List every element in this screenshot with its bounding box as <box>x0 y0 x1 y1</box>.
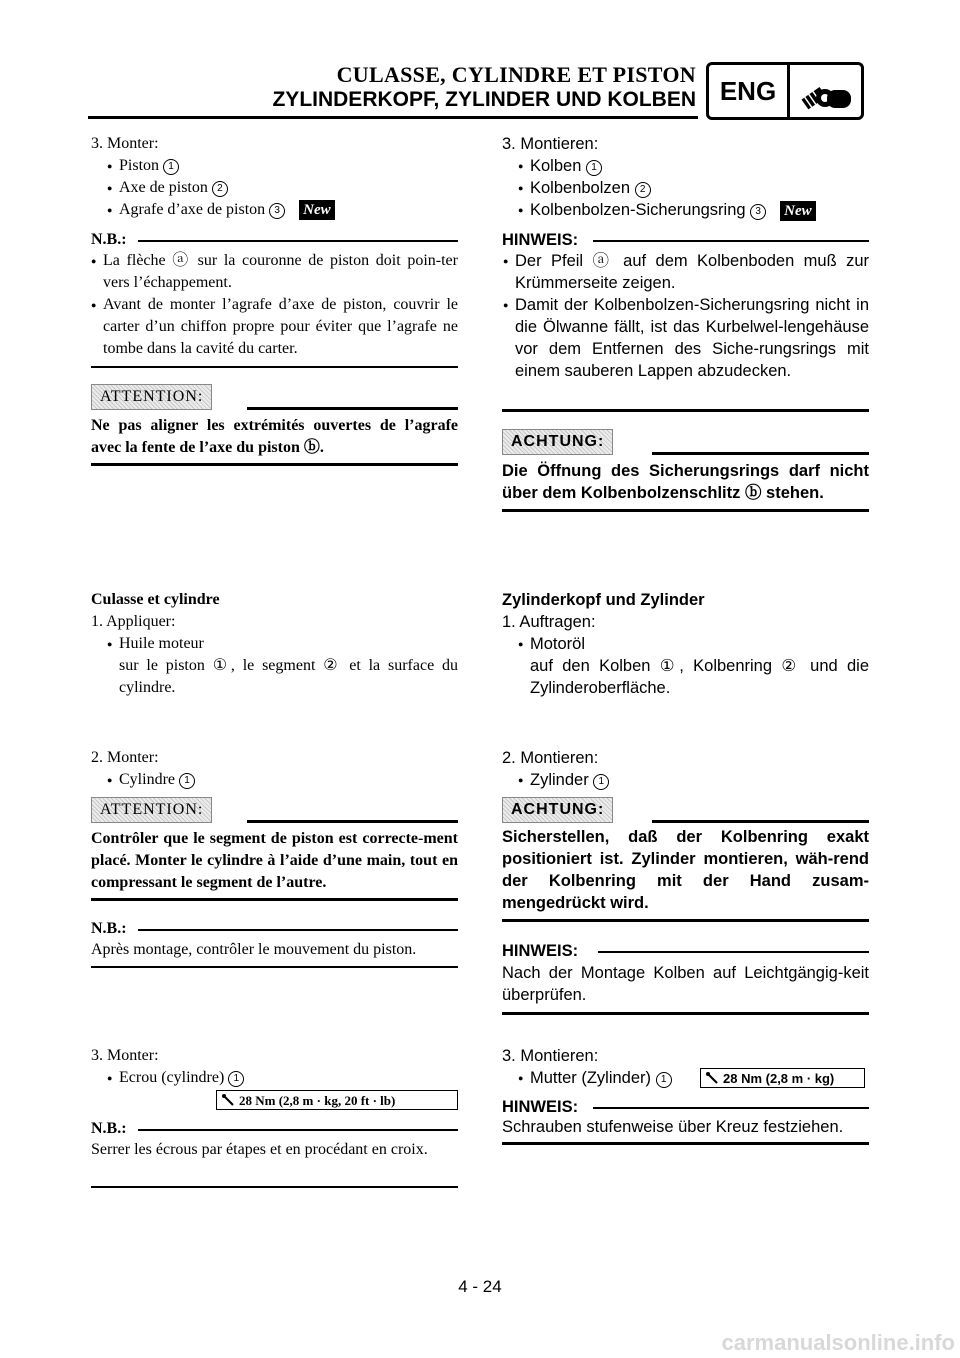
fr-att1-end-rule <box>91 463 458 466</box>
fr-att2-badge: ATTENTION: <box>91 797 212 823</box>
fr-nb1-bullet2: Avant de monter l’agrafe d’axe de piston, couvrir le carter d’un chiffon propre pour éviter que l’agrafe ne tombe dans la cavité du carter. <box>103 296 458 357</box>
de-torque-spec: 28 Nm (2,8 m · kg) <box>700 1068 865 1088</box>
de-nb2-end-rule <box>502 1012 869 1015</box>
fr-step1-title: 1. Appliquer: <box>91 613 176 630</box>
fr-nb2-head: N.B.: <box>91 920 127 937</box>
de-att1-badge: ACHTUNG: <box>502 429 613 455</box>
fr-section-title: Culasse et cylindre <box>91 591 220 608</box>
fr-step3b-item: Ecrou (cylindre) 1 <box>119 1067 244 1089</box>
de-nb1-bullet2: Damit der Kolbenbolzen-Sicherungsring nicht in die Ölwanne fällt, ist das Kurbelwel-lengehäuse vor dem Entfernen des Siche-rungsrings mit einem sauberen Lappen abzudecken. <box>515 296 869 380</box>
new-badge: New <box>780 201 816 221</box>
fr-att2-text: Contrôler que le segment de piston est correcte-ment placé. Monter le cylindre à l’aide d’une main, tout en compressant le segment de l’autre. <box>91 830 458 891</box>
fr-nb3-rule <box>138 1129 458 1131</box>
de-nb3-end-rule <box>502 1142 869 1145</box>
de-step3b-item: Mutter (Zylinder) 1 <box>530 1067 672 1089</box>
fr-nb2-rule <box>138 929 458 931</box>
fr-nb2-end-rule <box>91 966 458 968</box>
engine-parts-icon <box>790 65 861 117</box>
header-title-fr: CULASSE, CYLINDRE ET PISTON <box>336 62 696 87</box>
de-step1-item: Motoröl <box>530 635 586 653</box>
fr-step3a-item2: Axe de piston 2 <box>119 177 228 199</box>
fr-nb2-text: Après montage, contrôler le mouvement du piston. <box>91 941 417 958</box>
fr-torque-spec: 28 Nm (2,8 m · kg, 20 ft · lb) <box>216 1090 458 1110</box>
fr-nb1-end-rule <box>91 366 458 368</box>
de-att2-rule <box>652 820 869 823</box>
fr-nb1-bullet1: La flèche ⓐ sur la couronne de piston doit poin-ter vers l’échappement. <box>103 252 458 291</box>
watermark: carmanualsonline.info <box>721 1330 955 1355</box>
fr-step3b-title: 3. Monter: <box>91 1047 159 1064</box>
fr-step3a-title: 3. Monter: <box>91 135 159 152</box>
de-nb1-bullet1: Der Pfeil ⓐ auf dem Kolbenboden muß zur Krümmerseite zeigen. <box>515 252 869 292</box>
fr-att1-text: Ne pas aligner les extrémités ouvertes de l’agrafe avec la fente de l’axe du piston ⓑ. <box>91 417 458 456</box>
fr-step1-detail: sur le piston ①, le segment ② et la surface du cylindre. <box>119 657 458 696</box>
fr-att2-end-rule <box>91 898 458 901</box>
de-step2-item: Zylinder 1 <box>530 769 609 791</box>
fr-nb3-end-rule <box>91 1186 458 1188</box>
de-att2-badge: ACHTUNG: <box>502 797 613 823</box>
de-step3b-title: 3. Montieren: <box>502 1047 599 1065</box>
fr-nb3-text: Serrer les écrous par étapes et en procédant en croix. <box>91 1141 428 1158</box>
fr-step2-title: 2. Monter: <box>91 749 159 766</box>
torque-wrench-icon <box>701 1069 723 1087</box>
fr-step1-item: Huile moteur <box>119 635 204 652</box>
section-badge-label: ENG <box>709 65 790 117</box>
section-badge <box>706 62 864 120</box>
fr-step2-item: Cylindre 1 <box>119 769 195 791</box>
de-section-title: Zylinderkopf und Zylinder <box>502 591 705 609</box>
fr-step3a-item3: Agrafe d’axe de piston 3 New <box>119 199 335 221</box>
new-badge: New <box>299 200 335 220</box>
de-step3a-item2: Kolbenbolzen 2 <box>530 177 651 199</box>
header-title-de: ZYLINDERKOPF, ZYLINDER UND KOLBEN <box>272 88 696 111</box>
de-att2-end-rule <box>502 919 869 922</box>
fr-att1-badge: ATTENTION: <box>91 384 212 410</box>
de-att1-end-rule <box>502 509 869 512</box>
header-rule <box>88 116 698 119</box>
de-att2-text: Sicherstellen, daß der Kolbenring exakt positioniert ist. Zylinder montieren, wäh-rend der Kolbenring mit der Hand zusam-mengedrückt wird. <box>502 828 869 912</box>
de-step1-detail: auf den Kolben ①, Kolbenring ② und die Zylinderoberfläche. <box>530 657 869 697</box>
de-nb2-text: Nach der Montage Kolben auf Leichtgängig-keit überprüfen. <box>502 964 869 1004</box>
de-att1-text: Die Öffnung des Sicherungsrings darf nicht über dem Kolbenbolzenschlitz ⓑ stehen. <box>502 462 869 502</box>
torque-wrench-icon <box>217 1091 239 1109</box>
de-step2-title: 2. Montieren: <box>502 749 599 767</box>
de-nb1-end-rule <box>502 409 869 412</box>
de-nb1-rule <box>593 240 869 242</box>
fr-step3a-item1: Piston 1 <box>119 155 179 177</box>
fr-nb1-head: N.B.: <box>91 231 127 248</box>
de-step3a-item3: Kolbenbolzen-Sicherungsring 3 New <box>530 199 816 221</box>
de-nb2-rule <box>598 951 869 953</box>
de-nb3-head: HINWEIS: <box>502 1098 579 1116</box>
fr-nb3-head: N.B.: <box>91 1120 127 1137</box>
page-number: 4 - 24 <box>458 1277 502 1296</box>
fr-att1-rule <box>247 407 458 410</box>
de-step1-title: 1. Auftragen: <box>502 613 596 631</box>
de-nb3-text: Schrauben stufenweise über Kreuz festziehen. <box>502 1118 844 1136</box>
de-step3a-item1: Kolben 1 <box>530 155 602 177</box>
de-step3a-title: 3. Montieren: <box>502 135 599 153</box>
de-nb3-rule <box>593 1107 869 1109</box>
de-nb2-head: HINWEIS: <box>502 942 579 960</box>
de-nb1-head: HINWEIS: <box>502 231 579 249</box>
fr-nb1-rule <box>138 240 458 242</box>
fr-att2-rule <box>247 820 458 823</box>
de-att1-rule <box>652 452 869 455</box>
